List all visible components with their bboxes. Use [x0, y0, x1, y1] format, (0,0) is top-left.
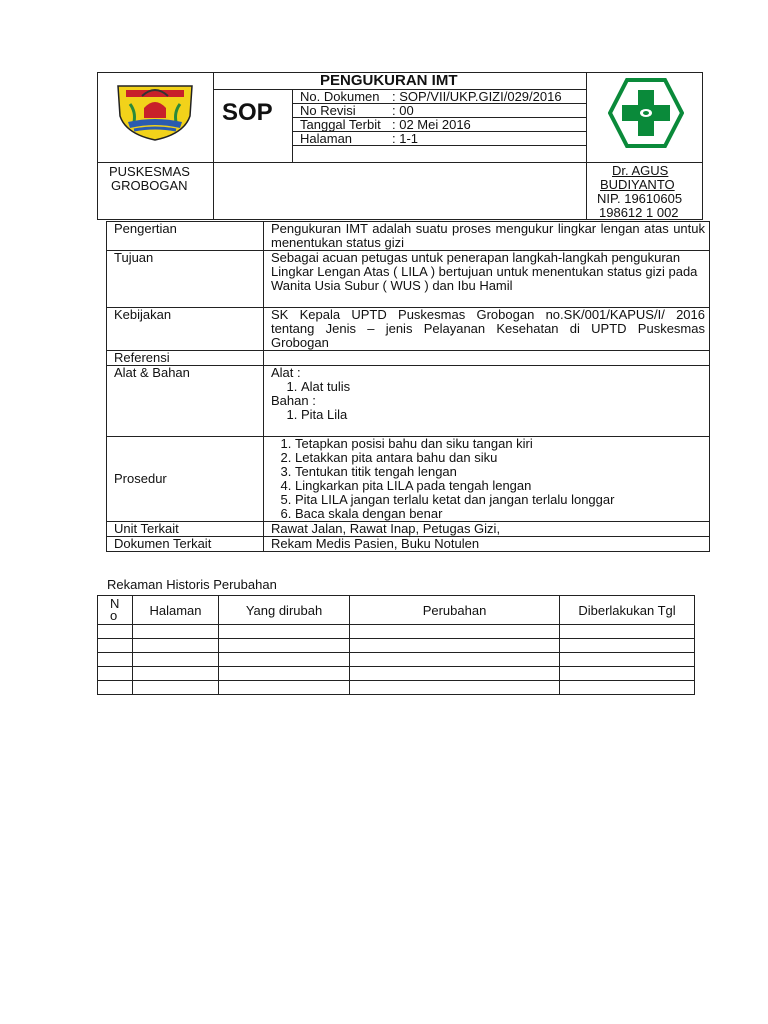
text-tujuan: Sebagai acuan petugas untuk penerapan langkah-langkah pengukuran Lingkar Lengan Atas ( LILA ) bertujuan untuk menentukan status gizi pada Wanita Usia Subur ( WUS ) dan Ibu Hamil [264, 251, 710, 308]
col-header-diberlakukan-tgl: Diberlakukan Tgl [560, 596, 695, 625]
col-header-yang-dirubah: Yang dirubah [219, 596, 350, 625]
grobogan-emblem-icon [114, 82, 196, 142]
row-kebijakan [107, 308, 710, 351]
header-divider-right [586, 72, 587, 220]
prosedur-content [264, 437, 710, 522]
issue-date-value: : 02 Mei 2016 [392, 117, 471, 132]
doc-number-value: : SOP/VII/UKP.GIZI/029/2016 [392, 89, 562, 104]
bahan-heading: Bahan : [271, 393, 316, 408]
row-tujuan [107, 251, 710, 308]
list-item: 2. Letakkan pita antara bahu dan siku [295, 451, 705, 465]
org-name-line1: PUSKESMAS [109, 164, 190, 179]
list-item: 1. Tetapkan posisi bahu dan siku tangan kiri [295, 437, 705, 451]
org-name-line2: GROBOGAN [111, 178, 188, 193]
bahan-list [271, 408, 705, 422]
table-row [98, 639, 695, 653]
document-title: PENGUKURAN IMT [320, 72, 458, 89]
list-item: 5. Pita LILA jangan terlalu ketat dan jangan terlalu longgar [295, 493, 705, 507]
alat-bahan-content [264, 366, 710, 437]
history-title: Rekaman Historis Perubahan [107, 577, 277, 592]
history-header-row [98, 596, 695, 625]
col-header-halaman: Halaman [133, 596, 219, 625]
label-unit-terkait: Unit Terkait [107, 522, 264, 537]
header-divider-left [213, 72, 214, 220]
label-kebijakan: Kebijakan [107, 308, 264, 351]
row-dokumen-terkait [107, 537, 710, 552]
alat-list [271, 380, 705, 394]
row-referensi [107, 351, 710, 366]
sop-content-table [106, 221, 710, 552]
row-pengertian [107, 222, 710, 251]
label-tujuan: Tujuan [107, 251, 264, 308]
sop-label: SOP [222, 99, 273, 126]
label-referensi: Referensi [107, 351, 264, 366]
page-label: Halaman [300, 131, 353, 146]
label-alat-bahan: Alat & Bahan [107, 366, 264, 437]
prosedur-steps [271, 437, 705, 521]
text-kebijakan: SK Kepala UPTD Puskesmas Grobogan no.SK/001/KAPUS/I/ 2016 tentang Jenis – jenis Pelayanan Kesehatan di UPTD Puskesmas Grobogan [264, 308, 710, 351]
row-unit-terkait [107, 522, 710, 537]
table-row [98, 625, 695, 639]
list-item: 1. Alat tulis [301, 380, 705, 394]
doc-number-label: No. Dokumen [300, 89, 380, 104]
text-pengertian: Pengukuran IMT adalah suatu proses mengukur lingkar lengan atas untuk menentukan status gizi [264, 222, 710, 251]
alat-heading: Alat : [271, 365, 301, 380]
puskesmas-logo-icon [608, 78, 684, 148]
label-dokumen-terkait: Dokumen Terkait [107, 537, 264, 552]
signer-name-line1: Dr. AGUS [612, 163, 669, 178]
row-alat-bahan [107, 366, 710, 437]
list-item: 4. Lingkarkan pita LILA pada tengah lengan [295, 479, 705, 493]
history-table [97, 595, 695, 695]
text-unit-terkait: Rawat Jalan, Rawat Inap, Petugas Gizi, [264, 522, 710, 537]
text-referensi [264, 351, 710, 366]
revision-value: : 00 [392, 103, 414, 118]
col-header-perubahan: Perubahan [350, 596, 560, 625]
list-item: 6. Baca skala dengan benar [295, 507, 705, 521]
table-row [98, 667, 695, 681]
list-item: 3. Tentukan titik tengah lengan [295, 465, 705, 479]
col-header-no: No [98, 596, 133, 625]
row-prosedur [107, 437, 710, 522]
label-prosedur: Prosedur [107, 437, 264, 522]
text-dokumen-terkait: Rekam Medis Pasien, Buku Notulen [264, 537, 710, 552]
label-pengertian: Pengertian [107, 222, 264, 251]
signer-nip-line2: 198612 1 002 [599, 205, 679, 220]
signer-nip-line1: NIP. 19610605 [597, 191, 683, 206]
list-item: 1. Pita Lila [301, 408, 705, 422]
issue-date-label: Tanggal Terbit [300, 117, 381, 132]
table-row [98, 681, 695, 695]
signer-name-line2: BUDIYANTO [600, 177, 675, 192]
page-value: : 1-1 [392, 131, 419, 146]
table-row [98, 653, 695, 667]
sop-cell-divider [292, 89, 293, 162]
revision-label: No Revisi [300, 103, 356, 118]
